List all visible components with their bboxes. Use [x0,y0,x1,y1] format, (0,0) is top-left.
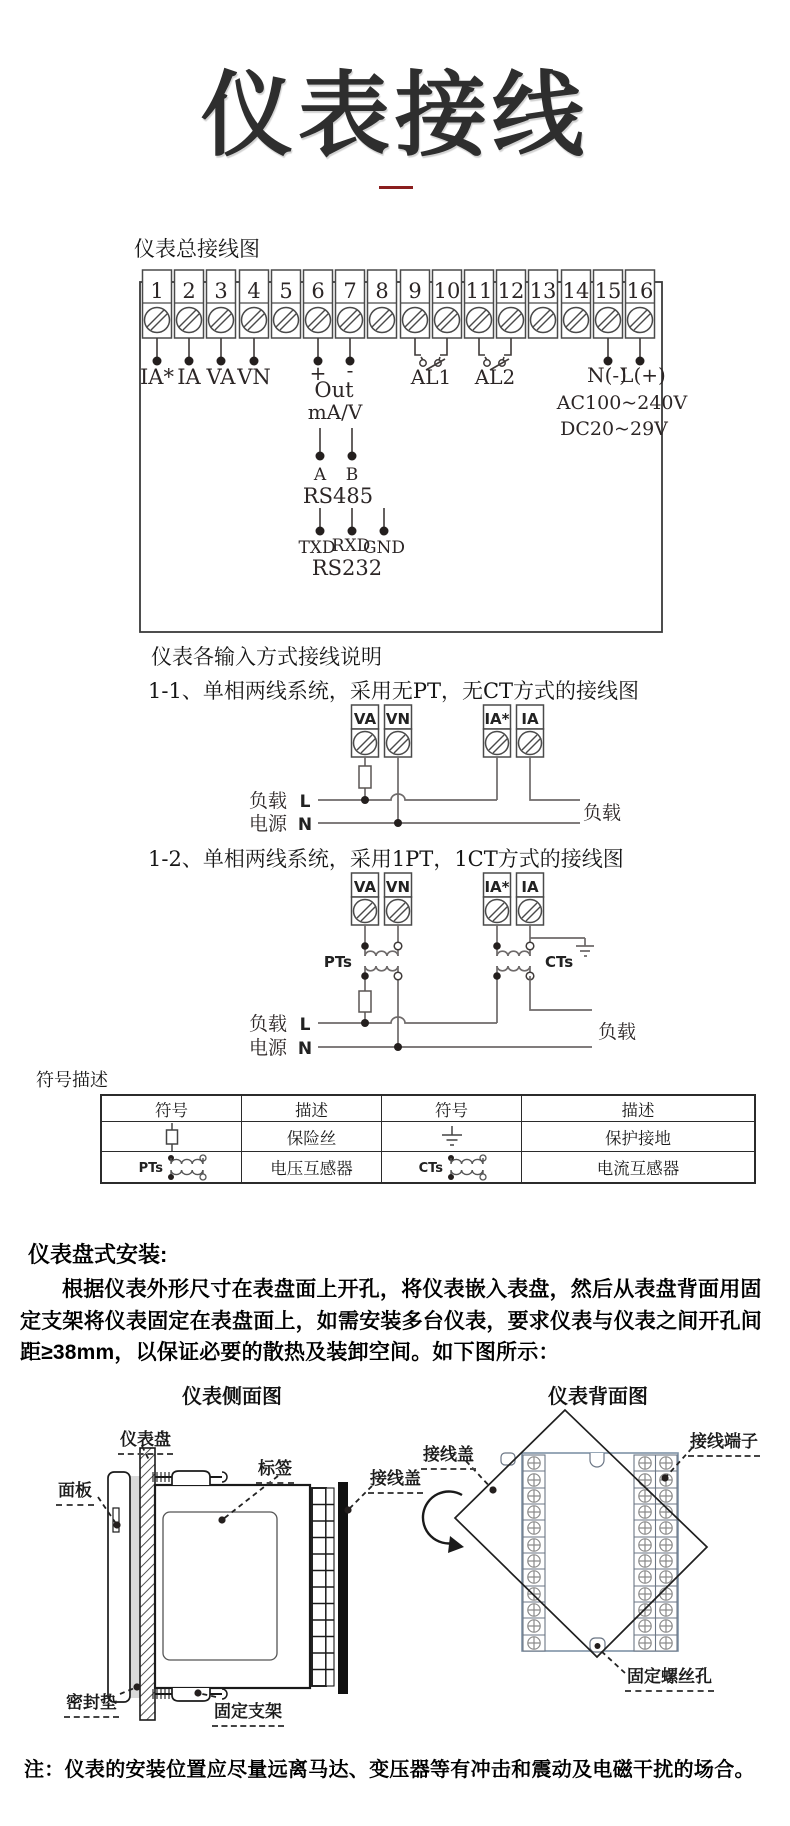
label-ia: IA [177,365,201,389]
mode1-heading: 1-1、单相两线系统，采用无PT，无CT方式的接线图 [148,679,640,703]
terminal-strip-side [312,1488,334,1686]
svg-text:14: 14 [562,279,590,303]
mode1-terminals [352,705,544,757]
rs232-port [298,508,405,580]
label-screw-hole: 固定螺丝孔 [625,1662,714,1692]
svg-text:PTs: PTs [323,953,352,971]
mode1-diagram [0,700,790,840]
rotate-arrow-icon [423,1491,464,1553]
svg-text:5: 5 [279,279,293,303]
svg-text:+: + [309,361,327,385]
front-panel [108,1472,130,1702]
svg-text:7: 7 [343,279,357,303]
label-wiring-cover-side: 接线盖 [368,1464,423,1494]
svg-text:GND: GND [362,538,406,558]
ct-desc: 电流互感器 [596,1159,680,1178]
analog-out [308,338,363,424]
svg-text:15: 15 [594,279,622,303]
svg-text:RS485: RS485 [302,484,374,508]
fuse-desc: 保险丝 [242,1122,382,1152]
svg-text:L: L [299,792,311,812]
svg-text:12: 12 [497,279,525,303]
col-header: 符号 [382,1096,522,1122]
svg-text:CTs: CTs [545,953,574,971]
svg-text:13: 13 [529,279,557,303]
svg-text:10: 10 [433,279,461,303]
svg-text:2: 2 [182,279,196,303]
terminal-strip [143,270,655,338]
label-load-right: 负载 [582,802,622,824]
svg-text:RXD: RXD [331,536,371,556]
ct-symbol [382,1152,522,1182]
svg-text:IA: IA [521,710,539,728]
svg-text:IA*: IA* [484,710,510,728]
label-area [163,1512,277,1660]
label-load-left: 负载 [248,1013,288,1035]
svg-text:A: A [313,465,327,485]
col-header: 符号 [102,1096,242,1122]
svg-text:VN: VN [385,878,411,896]
ct-transformer-icon [493,925,594,1023]
label-panel-board: 仪表盘 [118,1425,173,1455]
svg-text:RS232: RS232 [311,556,383,580]
svg-text:16: 16 [626,279,654,303]
svg-text:VA: VA [353,710,377,728]
svg-text:4: 4 [247,279,261,303]
label-bracket: 固定支架 [212,1697,284,1727]
col-header: 描述 [242,1096,382,1122]
svg-text:AL1: AL1 [410,365,452,389]
panel-board [140,1448,155,1720]
label-gasket: 密封垫 [64,1688,119,1718]
svg-text:IA: IA [521,878,539,896]
page-title: 仪表接线 [200,65,589,167]
label-ia-star: IA* [140,365,174,389]
label-va: VA [206,365,236,389]
mode2-diagram [0,868,790,1068]
label-wiring-cover-back: 接线盖 [421,1440,476,1470]
ground-icon [382,1122,522,1152]
label-load-left: 负载 [248,790,288,812]
mode2-terminals [352,873,544,925]
label-load-right: 负载 [597,1021,637,1043]
ground-icon [576,946,594,956]
install-heading: 仪表盘式安装: [28,1242,168,1267]
label-front-panel: 面板 [56,1476,94,1506]
svg-text:DC20~29V: DC20~29V [560,418,668,440]
svg-text:6: 6 [311,279,325,303]
svg-text:N(-): N(-) [587,363,627,387]
pt-transformer-icon [324,925,402,1047]
svg-text:IA*: IA* [484,878,510,896]
svg-text:L(+): L(+) [620,363,666,387]
svg-text:8: 8 [375,279,389,303]
svg-text:B: B [345,465,359,485]
gasket [130,1476,140,1698]
pt-desc: 电压互感器 [242,1152,382,1182]
col-header: 描述 [522,1096,754,1122]
title-divider [379,186,413,189]
symbol-table-caption: 符号描述 [36,1070,108,1091]
input-modes-caption: 仪表各输入方式接线说明 [151,645,382,669]
svg-text:-: - [346,358,354,382]
svg-text:9: 9 [408,279,422,303]
svg-text:N: N [297,1039,313,1059]
rs485-port [303,428,373,508]
mode2-heading: 1-2、单相两线系统，采用1PT，1CT方式的接线图 [148,847,624,871]
input-wires [140,338,271,389]
pt-symbol [102,1152,242,1182]
label-vn: VN [237,365,271,389]
wiring-cover-side [338,1482,348,1694]
label-power: 电源 [248,1037,288,1059]
label-sticker: 标签 [256,1454,294,1484]
install-body: 根据仪表外形尺寸在表盘面上开孔，将仪表嵌入表盘，然后从表盘背面用固定支架将仪表固定在表盘面上，如需安装多台仪表，要求仪表与仪表之间开孔间距≥38mm，以保证必要的散热及装卸空间。如下图所示： [20,1278,762,1364]
svg-text:3: 3 [214,279,228,303]
bottom-note: 注：仪表的安装位置应尽量远离马达、变压器等有冲击和震动及电磁干扰的场合。 [24,1759,755,1781]
label-terminal-block: 接线端子 [688,1427,760,1457]
mode2-bus [249,1013,636,1059]
label-power: 电源 [248,813,288,835]
svg-text:CTs: CTs [418,1161,443,1176]
symbol-table [100,1094,756,1184]
svg-text:AC100~240V: AC100~240V [556,392,688,414]
main-wiring-diagram [0,260,790,640]
svg-text:11: 11 [465,279,493,303]
fuse-icon [102,1122,242,1152]
mode1-wiring [249,757,621,835]
back-view-title: 仪表背面图 [548,1384,648,1408]
top-bracket [153,1471,227,1485]
ground-desc: 保护接地 [522,1122,754,1152]
svg-text:L: L [299,1015,311,1035]
tab-top-left [501,1453,515,1465]
fuse-icon [359,766,371,788]
svg-text:1: 1 [150,279,164,303]
alarm-relay-1 [410,338,451,389]
svg-text:VN: VN [385,710,411,728]
svg-text:N: N [297,815,313,835]
svg-text:AL2: AL2 [474,365,516,389]
svg-text:mA/V: mA/V [307,400,363,424]
alarm-relay-2 [474,338,515,389]
fuse-icon [359,991,371,1012]
tab-top-center [590,1453,604,1467]
svg-text:Out: Out [314,378,354,402]
svg-text:PTs: PTs [138,1161,163,1176]
svg-text:TXD: TXD [298,538,336,558]
main-diagram-caption: 仪表总接线图 [134,237,260,261]
power-supply [556,338,688,440]
svg-text:VA: VA [353,878,377,896]
side-view-title: 仪表侧面图 [182,1384,282,1408]
